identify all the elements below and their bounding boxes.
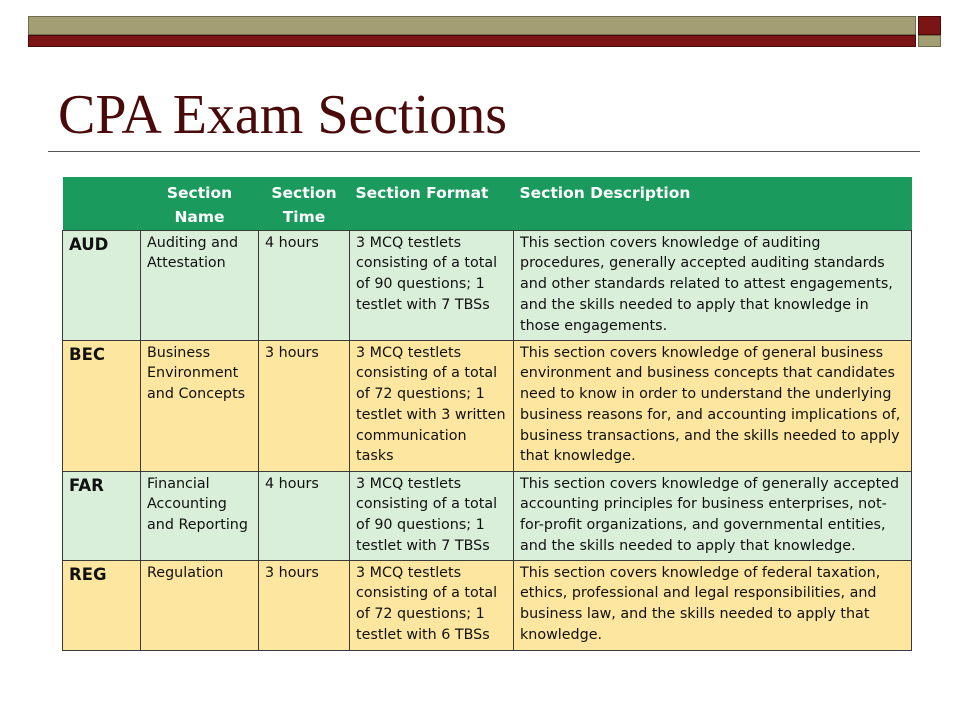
section-name: Financial Accounting and Reporting bbox=[141, 471, 259, 560]
section-format: 3 MCQ testlets consisting of a total of 90 questions; 1 testlet with 7 TBSs bbox=[350, 471, 514, 560]
section-time: 4 hours bbox=[259, 230, 350, 340]
slide-title: CPA Exam Sections bbox=[58, 84, 508, 146]
header-bar-olive bbox=[28, 16, 916, 35]
header-section-name: Section Name bbox=[141, 177, 259, 230]
table-row-far bbox=[63, 471, 912, 560]
section-description: This section covers knowledge of generally accepted accounting principles for business enterprises, not-for-profit organizations, and governmental entities, and the skills needed to apply that knowledge. bbox=[514, 471, 912, 560]
section-description: This section covers knowledge of general business environment and business concepts that candidates need to know in order to understand the underlying business reasons for, and accounting implications of, business transactions, and the skills needed to apply that knowledge. bbox=[514, 340, 912, 471]
section-time: 3 hours bbox=[259, 340, 350, 471]
header-square-maroon bbox=[918, 16, 941, 35]
section-format: 3 MCQ testlets consisting of a total of 90 questions; 1 testlet with 7 TBSs bbox=[350, 230, 514, 340]
exam-sections-table bbox=[62, 177, 912, 651]
section-name: Regulation bbox=[141, 560, 259, 650]
table-row-aud bbox=[63, 230, 912, 340]
section-format: 3 MCQ testlets consisting of a total of 72 questions; 1 testlet with 3 written communication tasks bbox=[350, 340, 514, 471]
section-description: This section covers knowledge of federal taxation, ethics, professional and legal responsibilities, and business law, and the skills needed to apply that knowledge. bbox=[514, 560, 912, 650]
header-section-description: Section Description bbox=[514, 177, 912, 230]
section-time: 3 hours bbox=[259, 560, 350, 650]
title-divider bbox=[48, 151, 920, 152]
section-code: FAR bbox=[63, 471, 141, 560]
section-name: Auditing and Attestation bbox=[141, 230, 259, 340]
section-time: 4 hours bbox=[259, 471, 350, 560]
header-bar-maroon bbox=[28, 35, 916, 47]
header-section-time: Section Time bbox=[259, 177, 350, 230]
header-square-olive bbox=[918, 35, 941, 47]
section-code: AUD bbox=[63, 230, 141, 340]
section-code: REG bbox=[63, 560, 141, 650]
section-description: This section covers knowledge of auditing procedures, generally accepted auditing standards and other standards related to attest engagements, and the skills needed to apply that knowledge in those engagements. bbox=[514, 230, 912, 340]
header-code bbox=[63, 177, 141, 230]
section-name: Business Environment and Concepts bbox=[141, 340, 259, 471]
section-format: 3 MCQ testlets consisting of a total of 72 questions; 1 testlet with 6 TBSs bbox=[350, 560, 514, 650]
table-row-bec bbox=[63, 340, 912, 471]
table-header-row bbox=[63, 177, 912, 230]
section-code: BEC bbox=[63, 340, 141, 471]
header-section-format: Section Format bbox=[350, 177, 514, 230]
table-row-reg bbox=[63, 560, 912, 650]
